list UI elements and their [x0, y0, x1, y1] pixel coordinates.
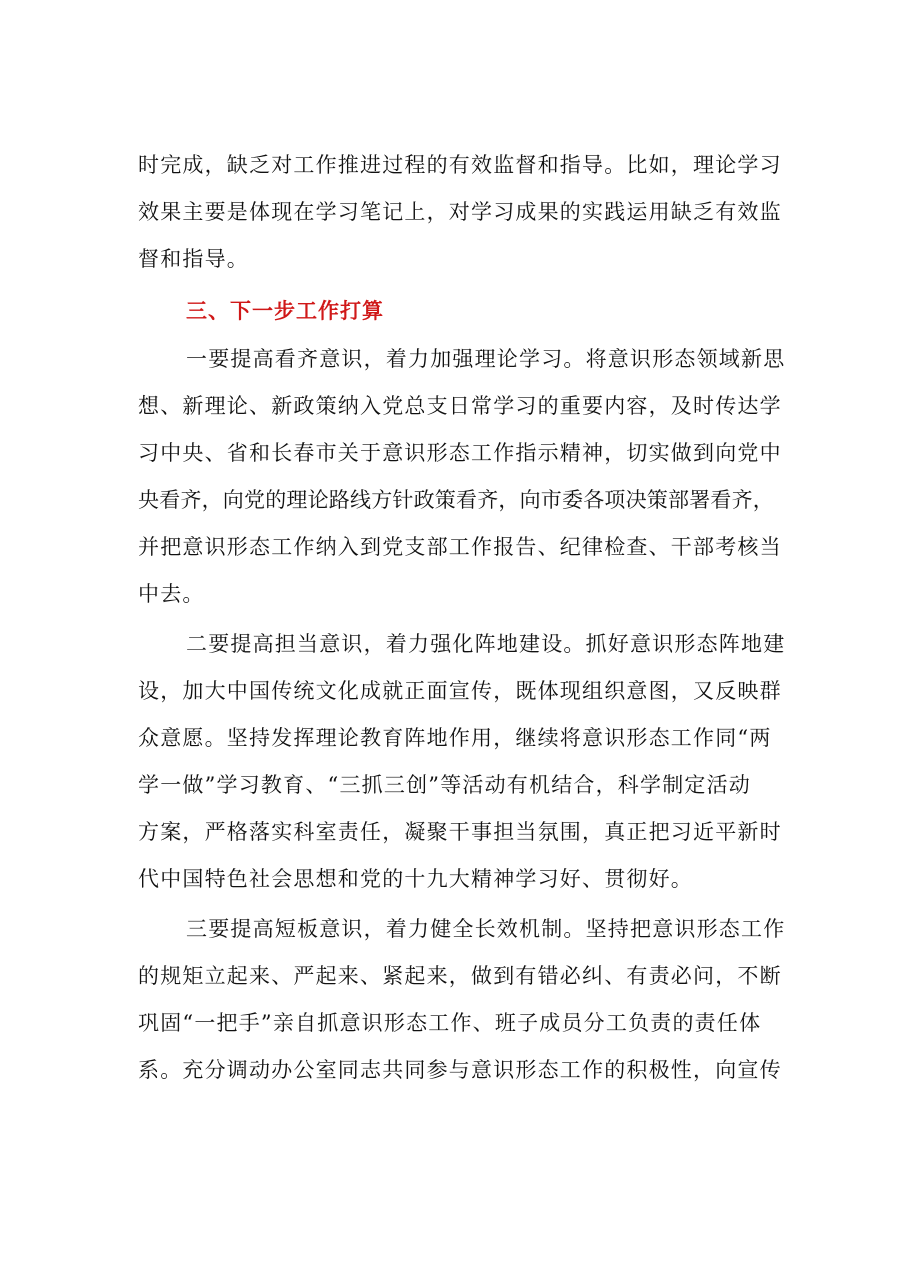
- text-line: 学一做”学习教育、“三抓三创”等活动有机结合，科学制定活动: [138, 773, 752, 797]
- paragraph-2: [138, 621, 788, 903]
- text-line: 一要提高看齐意识，着力加强理论学习。将意识形态领域新思: [186, 347, 786, 371]
- paragraph-3: [138, 906, 788, 1094]
- section-heading: 三、下一步工作打算: [186, 299, 384, 323]
- text-line: 设，加大中国传统文化成就正面宣传，既体现组织意图，又反映群: [138, 679, 782, 703]
- text-line: 效果主要是体现在学习笔记上，对学习成果的实践运用缺乏有效监: [138, 200, 782, 224]
- text-line: 代中国特色社会思想和党的十九大精神学习好、贯彻好。: [138, 867, 693, 891]
- text-line: 习中央、省和长春市关于意识形态工作指示精神，切实做到向党中: [138, 441, 782, 465]
- text-line: 巩固“一把手”亲自抓意识形态工作、班子成员分工负责的责任体: [138, 1011, 762, 1035]
- paragraph-1: [138, 336, 788, 618]
- text-line: 的规矩立起来、严起来、紧起来，做到有错必纠、有责必问，不断: [138, 964, 782, 988]
- text-line: 督和指导。: [138, 247, 249, 271]
- text-line: 中去。: [138, 582, 205, 606]
- text-line: 并把意识形态工作纳入到党支部工作报告、纪律检查、干部考核当: [138, 535, 782, 559]
- text-line: 三要提高短板意识，着力健全长效机制。坚持把意识形态工作: [186, 917, 786, 941]
- text-line: 系。充分调动办公室同志共同参与意识形态工作的积极性，向宣传: [138, 1058, 782, 1082]
- text-line: 时完成，缺乏对工作推进过程的有效监督和指导。比如，理论学习: [138, 153, 782, 177]
- text-line: 想、新理论、新政策纳入党总支日常学习的重要内容，及时传达学: [138, 394, 782, 418]
- paragraph-continued: [138, 142, 788, 283]
- text-line: 方案，严格落实科室责任，凝聚干事担当氛围，真正把习近平新时: [138, 820, 782, 844]
- text-line: 二要提高担当意识，着力强化阵地建设。抓好意识形态阵地建: [186, 632, 786, 656]
- text-line: 央看齐，向党的理论路线方针政策看齐，向市委各项决策部署看齐，: [138, 488, 774, 512]
- text-line: 众意愿。坚持发挥理论教育阵地作用，继续将意识形态工作同“两: [138, 726, 772, 750]
- document-body: [138, 142, 788, 1094]
